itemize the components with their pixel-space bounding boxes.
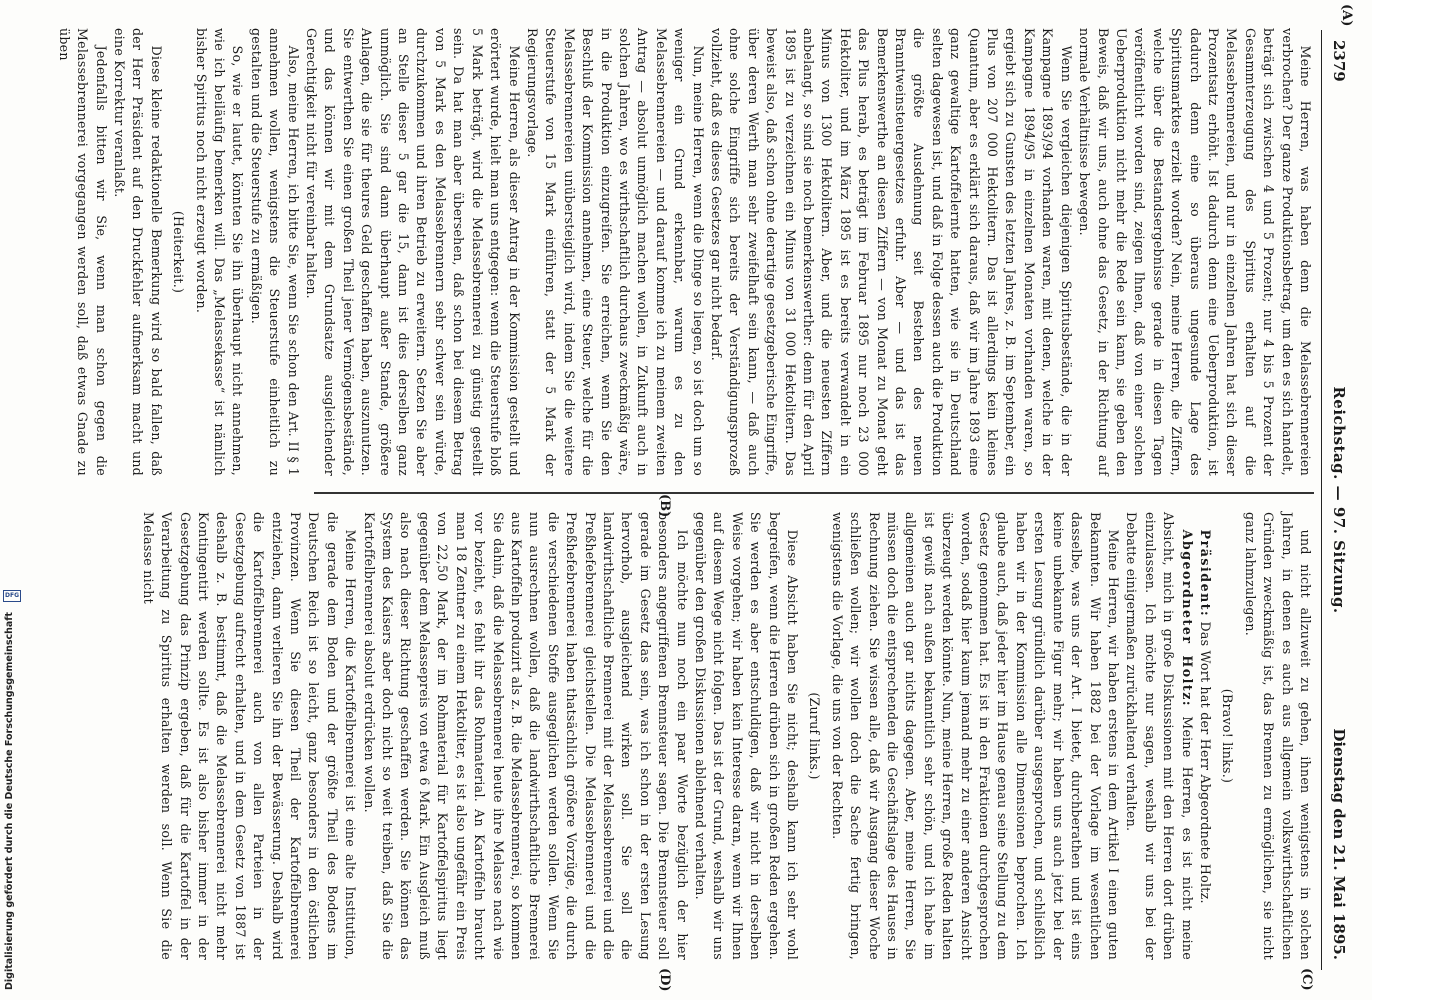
paragraph: und nicht allzuweit zu gehen, ihnen wenigstens in solchen Jahren, in denen es auch aus allgemein volkswirthschaftlichen Gründen zweckmäßig ist, das Brennen zu ermöglichen, sie nicht ganz lahmzulegen. [1242, 512, 1313, 960]
section-marker-b: (B) [657, 494, 672, 518]
paragraph: Nun, meine Herren, wenn die Dinge so liegen, so ist doch um so weniger ein Grund erkennbar, warum es zu den Melassebrennereien — und darauf komme ich zu meinem zweiten Antrag — absolut unmöglich machen wollen, in Zukunft auch in solchen Jahren, wo es wirthschaftlich durchaus zweckmäßig wäre, in die Produktion einzugreifen. Sie erreichen, wenn Sie den Beschluß der Kommission annehmen, eine Steuer, welche für die Melassebrennereien unübersteiglich wird, indem Sie die weitere Steuerstufe von 15 Mark einführen, statt der 5 Mark der Regierungsvorlage. [524, 28, 706, 476]
paragraph: Also, meine Herren, ich bitte Sie, wenn Sie schon den Art. II § 1 annehmen wollen, wenigstens die Steuerstufe einheitlich zu gestalten und die Steuerstufe zu ermäßigen. [248, 28, 301, 476]
interjection: (Heiterkeit.) [171, 210, 187, 294]
page-header [1321, 30, 1352, 970]
speaker-paragraph [1122, 512, 1196, 960]
paragraph: Meine Herren, was haben denn die Melassebrennereien verbrochen? Der ganze Produktionsbetrag, um den es sich handelt, beträgt sich zwischen 4 und 5 Prozent; nur 4 bis 5 Prozent der Gesammterzeugung des Spiritus erhalten auf die Melassebrennereien, und nur in einzelnen Jahren hat sich dieser Prozentsatz erhöht. Ist dadurch denn eine Ueberproduktion, ist dadurch denn eine so überaus ungesunde Lage des Spiritusmarktes erzielt worden? Nein, meine Herren, die Ziffern, welche über die Bestandsergebnisse gerade in diesen Tagen veröffentlicht worden sind, zeigen Ihnen, daß von einer solchen Ueberproduktion nicht mehr die Rede sein kann, sie geben den Beweis, daß wir uns, auch ohne das Gesetz, in der Richtung auf normale Verhältnisse bewegen. [1077, 28, 1313, 476]
session-date: Dienstag den 21. Mai 1895. [1330, 728, 1348, 960]
page-number: 2379 [1330, 40, 1348, 82]
section-marker-a: (A) [1339, 4, 1354, 27]
paragraph: So, wie er lautet, könnten Sie ihn überhaupt nicht annehmen, wie ich beiläufig bemerken will. Das „Melassekasse“ ist nämlich bisher Spiritus noch nicht erzeugt worden. [193, 28, 246, 476]
speech-text: Meine Herren, es ist nicht meine Absicht, mich in große Diskussionen mit den Herren dort drüben einzulassen. Ich möchte nur sagen, weshalb wir uns bei der Debatte einigermaßen zurückhaltend verhalten. [1124, 512, 1195, 960]
column-divider [314, 492, 1314, 494]
running-title: Reichstag. — 97. Sitzung. [1330, 386, 1348, 614]
paragraph: Diese kleine redaktionelle Bemerkung wird so bald fallen, daß der Herr Präsident auf den Druckfehler aufmerksam macht und eine Korrektur veranlaßt. [112, 28, 164, 476]
speech-text: Das Wort hat der Herr Abgeordnete Holtz. [1197, 621, 1213, 904]
funding-notice: Digitalisierung gefördert durch die Deutsche Forschungsgemeinschaft [4, 612, 15, 990]
dfg-logo: DFG [3, 590, 21, 602]
speaker-paragraph [1196, 512, 1214, 960]
interjection: (Zuruf links.) [807, 692, 823, 780]
digitization-footer [0, 590, 24, 990]
interjection: (Bravo! links.) [1220, 688, 1236, 784]
section-marker-c: (C) [1299, 968, 1314, 991]
paragraph: Ich möchte nun noch ein paar Worte bezüglich der hier besonders angegriffenen Brennsteuer sagen. Die Brennsteuer soll gerade im Gesetz das sein, was ich schon in der ersten Lesung hervorhob, ausgleichend wirken soll. Sie soll die landwirthschaftliche Brennerei mit der Melassebrennerei und die Preßhefebrennerei gleichstellen. Die Melassebrennerei und die Preßhefebrennerei haben thatsächlich größere Vorzüge, die durch die verschiedenen Stoffe ausgeglichen werden sollen. Wenn Sie nun ausrechnen wollen, daß die landwirthschaftliche Brennerei aus Kartoffeln produzirt als z. B. die Melassebrennerei, so kommen Sie dahin, daß die Melassebrennerei heute ihre Melasse nach wie vor bezieht, es fehlt ihr das Rohmaterial. An Kartoffeln braucht man 18 Zentner zu einem Hektoliter, es ist also ungefähr ein Preis von 22,50 Mark, der im Rohmaterial für Kartoffelspiritus liegt gegenüber dem Melassepreis von etwa 6 Mark. Ein Ausgleich muß also nach dieser Richtung geschaffen werden. Sie können das System des Kaisers aber doch nicht so weit treiben, daß Sie die Kartoffelbrennerei absolut erdrücken wollen. [361, 512, 690, 960]
right-column [74, 512, 1314, 960]
paragraph: Meine Herren, wir haben erstens in dem Artikel I einen guten Bekannten. Wir haben 1882 bei der Vorlage im wesentlichen dasselbe, was uns der Art. I bietet, durchberathen und ist eins keine unbekannte Figur mehr; wir haben uns auch jetzt bei der ersten Lesung gründlich darüber ausgesprochen, und schließlich haben wir in der Kommission alle Dimensionen beprochen. Ich glaube auch, daß jeder hier im Hause genau seine Stellung zu dem Gesetz genommen hat. Es ist in den Fraktionen durchgesprochen worden, sodaß hier kaum jemand mehr zu einer anderen Ansicht überzeugt werden könnte. Nun, meine Herren, große Reden halten ist gewiß nach außen bekanntlich sehr schön, und ich habe im allgemeinen auch gar nichts dagegen. Aber, meine Herren, Sie müssen doch die entsprechenden die Geschäftslage des Hauses in Rechnung ziehen. Sie wissen alle, daß wir Ausgang dieser Woche schließen wollen; wir wollen doch die Sache fertig bringen, wenigstens die Vorlage, die uns von der Rechten. [829, 512, 1121, 960]
paragraph: Wenn Sie vergleichen diejenigen Spiritusbestände, die in der Kampagne 1893/94 vorhanden waren, mit denen, welche in der Kampagne 1894/95 in einzelnen Monaten vorhanden waren, so ergiebt sich zu Gunsten des letzten Jahres, z. B. im September, ein Plus von 207 000 Hektolitern. Das ist allerdings kein kleines Quantum, aber es erklärt sich daraus, daß wir im Jahre 1893 eine ganz gewaltige Kartoffelernte hatten, wie sie in Deutschland selten dagewesen ist, und daß in Folge dessen auch die Produktion die größte Ausdehnung seit Bestehen des neuen Branntweinsteuergesetzes erfuhr. Aber — und das ist das Bemerkenswerthe an diesen Ziffern — von Monat zu Monat geht das Plus herab, es beträgt im Februar 1895 nur noch 23 000 Hektoliter, und im März 1895 ist es bereits verwandelt in ein Minus von 1300 Hektolitern. Aber, und die neuesten Ziffern anbelangt, so sind sie noch bemerkenswerther: denn für den April 1895 ist zu verzeichnen ein Minus von 31 000 Hektolitern. Das beweist also, daß schon ohne derartige gesetzgeberische Eingriffe, über deren Werth man sehr zweifelhaft sein kann, — daß auch ohne solche Eingriffe sich bereits der Verständigungsprozeß vollzieht, daß es dieses Gesetzes gar nicht bedarf. [709, 28, 1074, 476]
paragraph: Meine Herren, die Kartoffelbrennerei ist eine alte Institution, die gerade dem Boden und der größte Theil des Bodens im Deutschen Reich ist so leicht, ganz besonders in den östlichen Provinzen. Wenn Sie diesen Theil der Kartoffelbrennerei entziehen, dann verlieren Sie ihn der Bewässerung. Deshalb wird die Kartoffelbrennerei auch von allen Parteien in der Gesetzgebung aufrecht erhalten, und in dem Gesetz von 1887 ist deshalb z. B. bestimmt, daß die Melassebrennerei nicht mehr Kontingentirt werden sollte. Es ist also bisher immer in der Gesetzgebung das Prinzip ergeben, daß für die Kartoffel in der Verarbeitung zu Spiritus erhalten werden soll. Wenn Sie die Melasse nicht [140, 512, 359, 960]
section-marker-d: (D) [657, 968, 672, 992]
left-column [56, 28, 1314, 476]
paragraph: Diese Absicht haben Sie nicht; deshalb kann ich sehr wohl begreifen, wenn die Herren drüben sich in großen Reden ergehen. Sie werden es aber entschuldigen, daß wir nicht in derselben Weise vorgehen; wir haben kein Interesse daran, wenn wir Ihnen auf diesem Wege nicht folgen. Das ist der Grund, weshalb wir uns gegenüber den großen Diskussionen ablehnend verhalten. [693, 512, 801, 960]
paragraph: Jedenfalls bitten wir Sie, wenn man schon gegen die Melassebrennerei vorgegangen werden soll, daß etwas Gnade zu üben [56, 28, 109, 476]
speaker-name: Abgeordneter Holtz: [1179, 529, 1195, 708]
speaker-name: Präsident: [1197, 529, 1213, 618]
paragraph: Meine Herren, als dieser Antrag in der Kommission gestellt und erörtert wurde, hielt man uns entgegen: wenn die Steuerstufe bloß 5 Mark beträgt, wird die Melassebrennerei zu günstig gestellt sein. Da hat man aber übersehen, daß schon bei diesem Betrag von 5 Mark es den Melassebrennern sehr schwer sein würde, durchzukommen und ihren Betrieb zu erweitern. Setzen Sie aber an Stelle dieser 5 gar die 15, dann ist dies derselben ganz unmöglich. Sie sind dann überhaupt außer Stande, größere Anlagen, die sie für theures Geld geschaffen haben, auszunutzen. Sie entwerthen Sie einen großen Theil jener Vermögensbestände, und das können wir mit dem Grundsatze ausgleichender Gerechtigkeit nicht für vereinbar halten. [304, 28, 522, 476]
